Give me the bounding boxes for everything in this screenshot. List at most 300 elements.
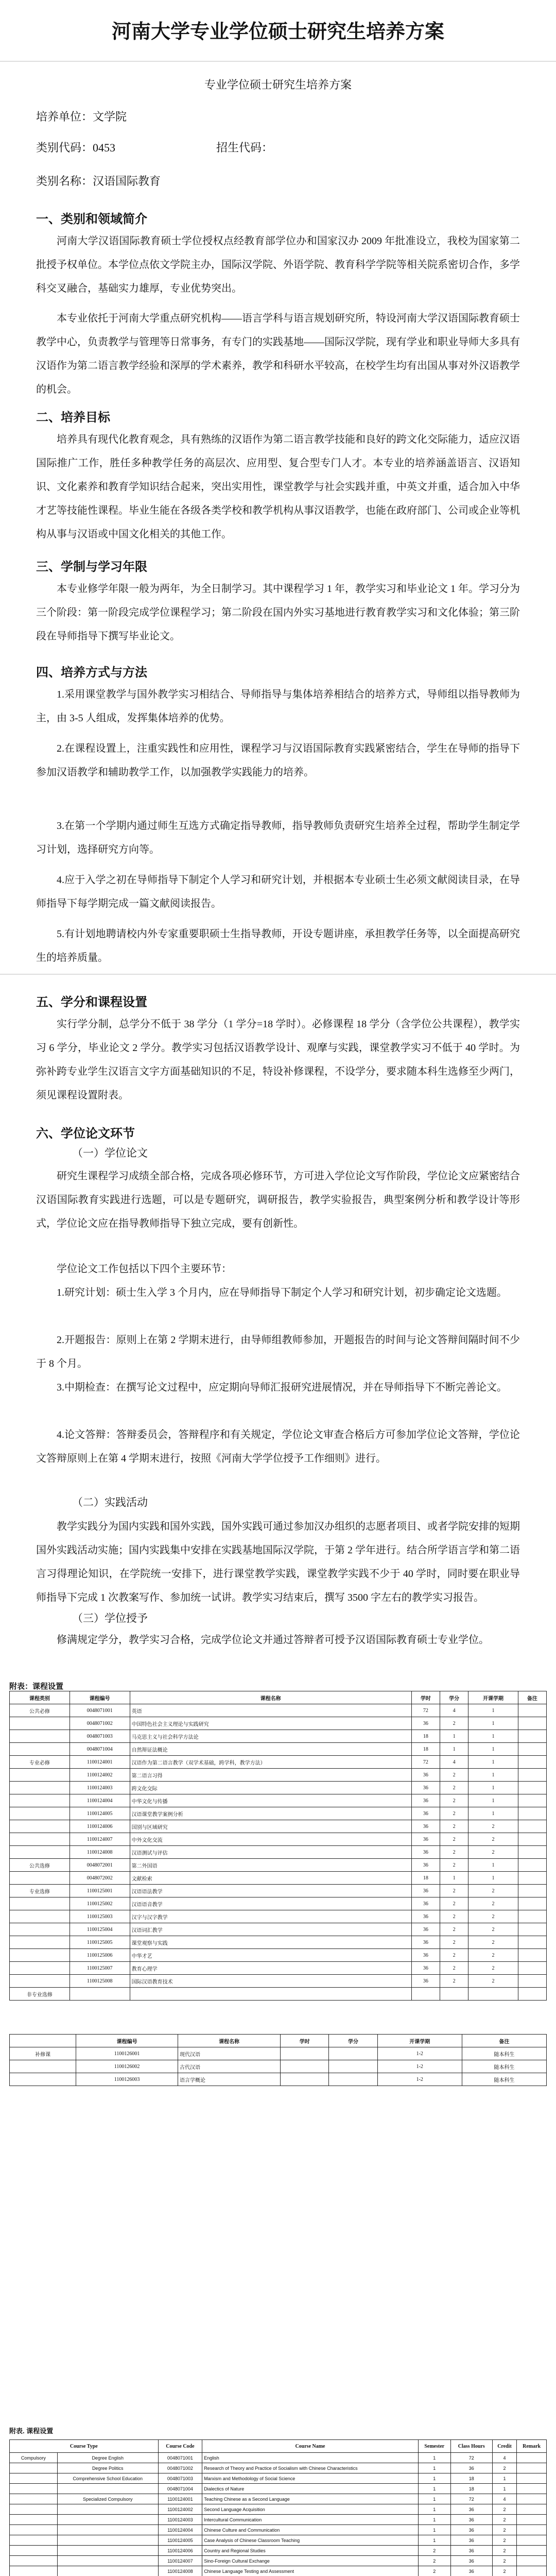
table-cell (517, 2535, 547, 2546)
table-cell: 36 (450, 2566, 492, 2576)
section-heading-1: 一、类别和领域简介 (36, 213, 147, 226)
table-cell: 公共必修 (10, 1704, 70, 1717)
table-cell (10, 1782, 70, 1794)
table-cell: 教育心理学 (130, 1962, 411, 1975)
table-cell: 1100125004 (70, 1923, 130, 1936)
paragraph: 4.应于入学之初在导师指导下制定个人学习和研究计划，并根据本专业硕士生必须文献阅读目录，在导师指导下每学期完成一篇文献阅读报告。 (36, 874, 520, 909)
table-cell (517, 2484, 547, 2494)
table-header-cell: 学分 (329, 2035, 377, 2047)
table-cell (10, 2535, 58, 2546)
category-name-row (36, 173, 161, 189)
table-cell (57, 2535, 158, 2546)
table-cell: 72 (411, 1704, 440, 1717)
table-cell (329, 2073, 377, 2086)
table-cell: 36 (411, 1885, 440, 1897)
table-cell: 2 (492, 2535, 517, 2546)
unit-label: 培养单位： (36, 110, 93, 123)
table-cell: 自然辩证法概论 (130, 1743, 411, 1756)
table-cell: 36 (411, 1820, 440, 1833)
table-cell: 4 (492, 2494, 517, 2504)
table-cell (10, 1833, 70, 1846)
table-cell (329, 2060, 377, 2073)
table-cell: 1 (468, 1730, 518, 1743)
table-header-cell: 开课学期 (468, 1691, 518, 1704)
table-cell (440, 1988, 468, 2001)
table-row (10, 1872, 547, 1885)
table-cell: 1 (468, 1704, 518, 1717)
table-cell: 汉语课堂教学案例分析 (130, 1807, 411, 1820)
paragraph: 5.有计划地聘请校内外专家重要职硕士生指导教师，开设专题讲座，承担教学任务等，以全面提高研究生的培养质量。 (36, 928, 520, 963)
table-row (10, 1910, 547, 1923)
table-cell: 1 (440, 1743, 468, 1756)
table-cell: 2 (468, 1833, 518, 1846)
table-cell: 1100126002 (76, 2060, 178, 2073)
table-header-cell: Credit (492, 2440, 517, 2453)
table-cell: 36 (411, 1846, 440, 1859)
category-name-label: 类别名称： (36, 175, 93, 188)
table-cell: 2 (468, 1975, 518, 1988)
table-cell: 18 (450, 2473, 492, 2484)
table-cell (518, 1730, 546, 1743)
table-cell (57, 2484, 158, 2494)
table-cell: 2 (440, 1949, 468, 1962)
table-cell (57, 2566, 158, 2576)
table-cell: Chinese Culture and Communication (202, 2525, 419, 2535)
table-cell: Comprehensive School Education (57, 2473, 158, 2484)
table-cell: 中华才艺 (130, 1949, 411, 1962)
table-cell (518, 1756, 546, 1769)
table-cell: 2 (440, 1897, 468, 1910)
table-header-cell: Course Name (202, 2440, 419, 2453)
table-header-cell: Course Code (158, 2440, 202, 2453)
table-header-cell: 课程名称 (130, 1691, 411, 1704)
table-cell: 0048071001 (158, 2453, 202, 2463)
table-row (10, 1756, 547, 1769)
table-row (10, 2073, 547, 2086)
table-cell: 1 (468, 1872, 518, 1885)
table-cell: 2 (440, 1859, 468, 1872)
table-cell (10, 2515, 58, 2525)
paragraph: 1.研究计划：硕士生入学 3 个月内，应在导师指导下制定个人学习和研究计划，初步确定论文选题。 (57, 1287, 507, 1298)
table-cell (518, 1743, 546, 1756)
table-cell: 汉语测试与评估 (130, 1846, 411, 1859)
table-cell: 36 (411, 1769, 440, 1782)
table-cell (518, 1794, 546, 1807)
table-cell: 1 (468, 1859, 518, 1872)
table-cell: 随本科生 (462, 2047, 546, 2060)
table-cell: 1100124002 (158, 2504, 202, 2515)
table-cell: 36 (450, 2504, 492, 2515)
table-cell: 2 (440, 1833, 468, 1846)
table-cell (57, 2546, 158, 2556)
table-cell: 36 (411, 1897, 440, 1910)
table-cell (70, 1988, 130, 2001)
table-cell: 2 (440, 1820, 468, 1833)
subsection-heading: （一）学位论文 (72, 1147, 148, 1159)
table-row (10, 2453, 547, 2463)
table-cell (10, 1897, 70, 1910)
table-cell: 1100124003 (158, 2515, 202, 2525)
table-row (10, 2566, 547, 2576)
section-heading-4: 四、培养方式与方法 (36, 666, 147, 680)
table-cell: 1 (418, 2473, 450, 2484)
table-cell: 0048072001 (70, 1859, 130, 1872)
table-cell (517, 2504, 547, 2515)
table-cell: 第二外国语 (130, 1859, 411, 1872)
table-cell: 2 (468, 1936, 518, 1949)
table-cell: 0048071003 (70, 1730, 130, 1743)
table-row (10, 2060, 547, 2073)
table-cell: 0048071004 (158, 2484, 202, 2494)
table-cell (281, 2047, 329, 2060)
table-cell: 2 (468, 1910, 518, 1923)
table-row (10, 2473, 547, 2484)
table-cell: 1100124008 (158, 2566, 202, 2576)
table-cell (281, 2073, 329, 2086)
table-cell: 课堂观察与实践 (130, 1936, 411, 1949)
table-cell (10, 2556, 58, 2566)
table-cell (517, 2566, 547, 2576)
table-cell (517, 2494, 547, 2504)
table-row (10, 1769, 547, 1782)
table-row (10, 1936, 547, 1949)
table-cell: 2 (468, 1885, 518, 1897)
table-cell (518, 1859, 546, 1872)
table-cell: 2 (492, 2556, 517, 2566)
table-cell: 0048071002 (158, 2463, 202, 2473)
table-cell: 1100125006 (70, 1949, 130, 1962)
table-row (10, 2525, 547, 2535)
table-cell (10, 1820, 70, 1833)
table-header-cell: Course Type (10, 2440, 159, 2453)
table-cell: 1100124004 (70, 1794, 130, 1807)
table-cell (518, 1975, 546, 1988)
table-cell: 0048071002 (70, 1717, 130, 1730)
table-cell: Chinese Language Testing and Assessment (202, 2566, 419, 2576)
table-cell (518, 1923, 546, 1936)
table-cell: Second Language Acquisition (202, 2504, 419, 2515)
table-cell: 1 (468, 1769, 518, 1782)
category-name-value: 汉语国际教育 (93, 175, 161, 188)
table-row (10, 1923, 547, 1936)
table-cell: Dialectics of Nature (202, 2484, 419, 2494)
table-cell: 现代汉语 (178, 2047, 281, 2060)
paragraph: 4.论文答辩：答辩委员会，答辩程序和有关规定，学位论文审查合格后方可参加学位论文答辩，学位论文答辩原则上在第 4 学期末进行，按照《河南大学学位授予工作细则》进行。 (36, 1429, 520, 1464)
table-cell: 汉语作为第二语言教学（双学术基础，跨学科，教学方法） (130, 1756, 411, 1769)
table-cell (10, 2484, 58, 2494)
table-cell: 0048071003 (158, 2473, 202, 2484)
table-cell: 2 (440, 1936, 468, 1949)
table-cell (518, 1820, 546, 1833)
table1-title: 附表：课程设置 (9, 1683, 64, 1691)
title-divider (0, 61, 556, 62)
table-cell (57, 2556, 158, 2566)
table-row (10, 1704, 547, 1717)
table-cell: 2 (440, 1717, 468, 1730)
table-cell (10, 1846, 70, 1859)
section-heading-3: 三、学制与学习年限 (36, 561, 147, 574)
table-cell: 公共选修 (10, 1859, 70, 1872)
table-cell: Country and Regional Studies (202, 2546, 419, 2556)
table-row (10, 1859, 547, 1872)
table-row (10, 1949, 547, 1962)
table-cell (10, 1872, 70, 1885)
table-row (10, 1807, 547, 1820)
table-row (10, 1820, 547, 1833)
table-cell: Compulsory (10, 2453, 58, 2463)
table-header-cell: 学时 (411, 1691, 440, 1704)
table-cell: 1 (468, 1756, 518, 1769)
table-cell: 国际汉语教育技术 (130, 1975, 411, 1988)
table-cell: 36 (411, 1936, 440, 1949)
paragraph: 3.中期检查：在撰写论文过程中，应定期向导师汇报研究进展情况，并在导师指导下不断完善论文。 (57, 1382, 507, 1393)
table-cell: 36 (411, 1807, 440, 1820)
table-cell: 36 (411, 1794, 440, 1807)
table-cell (10, 2060, 76, 2073)
table-cell: 非专业选修 (10, 1988, 70, 2001)
table-cell: 语言学概论 (178, 2073, 281, 2086)
table-cell: 1 (418, 2453, 450, 2463)
paragraph: 学位论文工作包括以下四个主要环节： (57, 1263, 232, 1275)
table-cell: 2 (468, 1820, 518, 1833)
table-row (10, 1717, 547, 1730)
table-header-cell: 学时 (281, 2035, 329, 2047)
table-cell: 72 (411, 1756, 440, 1769)
table-cell: 随本科生 (462, 2060, 546, 2073)
table-cell: 18 (450, 2484, 492, 2494)
table-cell (517, 2463, 547, 2473)
unit-value: 文学院 (93, 110, 127, 123)
table-cell: 4 (440, 1704, 468, 1717)
table-row (10, 2047, 547, 2060)
table-cell: 第二语言习得 (130, 1769, 411, 1782)
table-cell: 汉语语音教学 (130, 1897, 411, 1910)
table-cell (10, 1717, 70, 1730)
table-cell (10, 2073, 76, 2086)
table-cell (10, 1975, 70, 1988)
table-cell: 2 (492, 2525, 517, 2535)
table-cell: Sino-Foreign Cultural Exchange (202, 2556, 419, 2566)
table-cell: 1100125002 (70, 1897, 130, 1910)
table-cell: 36 (411, 1949, 440, 1962)
table-row (10, 2515, 547, 2525)
table-cell: 1 (468, 1807, 518, 1820)
subsection-heading: （三）学位授予 (72, 1612, 148, 1624)
table-cell: 中华文化与传播 (130, 1794, 411, 1807)
table-cell: 1100124002 (70, 1769, 130, 1782)
table-cell: Research of Theory and Practice of Socialism with Chinese Characteristics (202, 2463, 419, 2473)
table-header-cell: 课程类别 (10, 1691, 70, 1704)
paragraph: 修满规定学分，教学实习合格，完成学位论文并通过答辩者可授予汉语国际教育硕士专业学位。 (57, 1634, 489, 1646)
table-cell (518, 1897, 546, 1910)
table-cell (517, 2546, 547, 2556)
table-cell: Degree Politics (57, 2463, 158, 2473)
paragraph: 1.采用课堂教学与国外教学实习相结合、导师指导与集体培养相结合的培养方式，导师组以指导教师为主，由 3-5 人组成，发挥集体培养的优势。 (36, 689, 520, 724)
table-cell: 72 (450, 2494, 492, 2504)
table-cell: Intercultural Communication (202, 2515, 419, 2525)
table-cell: 1100124006 (70, 1820, 130, 1833)
table-cell: 36 (450, 2535, 492, 2546)
table-cell: 专业选修 (10, 1885, 70, 1897)
table-cell (517, 2525, 547, 2535)
table-cell: 1 (418, 2525, 450, 2535)
table-cell: 1100125001 (70, 1885, 130, 1897)
table-cell: 1 (418, 2494, 450, 2504)
table-cell: 2 (492, 2566, 517, 2576)
paragraph: 2.在课程设置上，注重实践性和应用性，课程学习与汉语国际教育实践紧密结合，学生在导师的指导下参加汉语教学和辅助教学工作，以加强教学实践能力的培养。 (36, 743, 520, 778)
paragraph: 研究生课程学习成绩全部合格，完成各项必修环节，方可进入学位论文写作阶段，学位论文应紧密结合汉语国际教育实践进行选题，可以是专题研究，调研报告，教学实验报告，典型案例分析和教学设计等形式，学位论文应在指导教师指导下独立完成，要有创新性。 (36, 1171, 520, 1229)
table-cell: 1 (418, 2535, 450, 2546)
table-cell: 2 (440, 1782, 468, 1794)
table-cell (57, 2504, 158, 2515)
table-cell (57, 2515, 158, 2525)
table-cell: 18 (411, 1743, 440, 1756)
table-cell: 4 (440, 1756, 468, 1769)
table-cell: 18 (411, 1730, 440, 1743)
table-cell: 36 (450, 2546, 492, 2556)
table-cell: 1100125008 (70, 1975, 130, 1988)
table-cell (10, 1910, 70, 1923)
table-body (10, 1704, 547, 2001)
table-row (10, 2535, 547, 2546)
table-row (10, 2494, 547, 2504)
table-cell: 1100124005 (158, 2535, 202, 2546)
table-cell: 36 (411, 1782, 440, 1794)
page-divider (0, 974, 556, 975)
table-cell: 36 (450, 2463, 492, 2473)
table-cell: 1100124006 (158, 2546, 202, 2556)
table-cell: 1-2 (377, 2060, 462, 2073)
table-cell: 2 (468, 1923, 518, 1936)
table-cell (518, 1936, 546, 1949)
table-cell (329, 2047, 377, 2060)
table-header-cell: Semester (418, 2440, 450, 2453)
table-cell: 1 (468, 1782, 518, 1794)
table-cell: 2 (492, 2515, 517, 2525)
table-cell (10, 1923, 70, 1936)
table-cell (10, 2546, 58, 2556)
table-cell: 1100124003 (70, 1782, 130, 1794)
table-cell (517, 2453, 547, 2463)
table-cell: 1 (440, 1872, 468, 1885)
table-row (10, 1730, 547, 1743)
table-cell: 中外文化交流 (130, 1833, 411, 1846)
table-cell (10, 2494, 58, 2504)
table-cell: 英语 (130, 1704, 411, 1717)
table-cell: 36 (411, 1717, 440, 1730)
table-row (10, 2556, 547, 2566)
table-cell (468, 1988, 518, 2001)
table-cell: 36 (450, 2515, 492, 2525)
paragraph: 本专业依托于河南大学重点研究机构——语言学科与语言规划研究所，特设河南大学汉语国际教育硕士教学中心，负责教学与管理等日常事务，有专门的实践基地——国际汉学院，现有学业和职业导师大多具有汉语作为第二语言教学经验和深厚的学术素养，教学和科研水平较高，在校学生均有出国从事对外汉语教学的机会。 (36, 313, 520, 395)
table-cell (10, 1936, 70, 1949)
table-cell: 2 (440, 1846, 468, 1859)
table-row (10, 1743, 547, 1756)
table-cell (518, 1704, 546, 1717)
table-cell: 1 (440, 1730, 468, 1743)
table-cell: 4 (492, 2453, 517, 2463)
table-row (10, 1846, 547, 1859)
table-cell (518, 1807, 546, 1820)
table-cell: 1 (418, 2515, 450, 2525)
table-header-cell: 课程编号 (70, 1691, 130, 1704)
table-cell: 1 (492, 2473, 517, 2484)
table-cell (518, 1988, 546, 2001)
paragraph: 实行学分制，总学分不低于 38 学分（1 学分=18 学时）。必修课程 18 学分（含学位公共课程），教学实习 6 学分，毕业论文 2 学分。教学实习包括汉语教学设计、观摩与实践，课堂教学实习不低于 40 学时。为弥补跨专业学生汉语言文字方面基础知识的不足，特设补修课程，不设学分，要求随本科生选修至少两门，须见课程设置附表。 (36, 1019, 520, 1101)
category-code-row (36, 139, 115, 155)
table-cell (10, 2504, 58, 2515)
table-cell: 1 (468, 1743, 518, 1756)
subsection-heading: （二）实践活动 (72, 1496, 148, 1509)
table-cell: 36 (411, 1923, 440, 1936)
table-cell: 1100124005 (70, 1807, 130, 1820)
table-cell: 0048071001 (70, 1704, 130, 1717)
table-cell: 1-2 (377, 2047, 462, 2060)
table-cell (517, 2515, 547, 2525)
table-cell (518, 1769, 546, 1782)
table-cell (10, 1794, 70, 1807)
table-cell (10, 2473, 58, 2484)
table-header-cell: 学分 (440, 1691, 468, 1704)
table-cell: 2 (418, 2566, 450, 2576)
table-cell: 72 (450, 2453, 492, 2463)
table-body (10, 2047, 547, 2086)
table-header-cell (10, 2035, 76, 2047)
table-cell (130, 1988, 411, 2001)
table-cell: English (202, 2453, 419, 2463)
table-cell: 1 (418, 2463, 450, 2473)
table-header-cell: 开课学期 (377, 2035, 462, 2047)
table-body (10, 2453, 547, 2576)
table-cell: 2 (468, 1962, 518, 1975)
table-row (10, 2504, 547, 2515)
table-cell: 1100125005 (70, 1936, 130, 1949)
paragraph: 3.在第一个学期内通过师生互选方式确定指导教师，指导教师负责研究生培养全过程，帮助学生制定学习计划，选择研究方向等。 (36, 820, 520, 855)
table-cell: Degree English (57, 2453, 158, 2463)
table-cell: Case Analysis of Chinese Classroom Teaching (202, 2535, 419, 2546)
table-row (10, 1962, 547, 1975)
table-header-cell: 课程编号 (76, 2035, 178, 2047)
table-cell: 1 (418, 2504, 450, 2515)
table-cell (518, 1846, 546, 1859)
table-cell: 36 (411, 1910, 440, 1923)
main-title: 河南大学专业学位硕士研究生培养方案 (111, 21, 444, 43)
table-cell: 1100124007 (70, 1833, 130, 1846)
table-cell: 古代汉语 (178, 2060, 281, 2073)
table-cell: Marxism and Methodology of Social Science (202, 2473, 419, 2484)
table-header-cell: 备注 (462, 2035, 546, 2047)
table-cell (281, 2060, 329, 2073)
table-cell: 1 (468, 1717, 518, 1730)
table-row (10, 1833, 547, 1846)
table-row (10, 1975, 547, 1988)
table-cell: 2 (440, 1910, 468, 1923)
section-heading-2: 二、培养目标 (36, 411, 110, 425)
table-cell: 0048071004 (70, 1743, 130, 1756)
table-header-row (10, 2440, 547, 2453)
table-cell: 36 (411, 1975, 440, 1988)
table-cell: 2 (468, 1949, 518, 1962)
table-cell (411, 1988, 440, 2001)
table-cell: 1100124001 (70, 1756, 130, 1769)
table-cell: Specialized Compulsory (57, 2494, 158, 2504)
table-header-cell: Remark (517, 2440, 547, 2453)
table-cell: 1-2 (377, 2073, 462, 2086)
table-cell: 汉字与汉字教学 (130, 1910, 411, 1923)
paragraph: 教学实践分为国内实践和国外实践，国外实践可通过参加汉办组织的志愿者项目、或者学院安排的短期国外实践活动实施；国内实践集中安排在实践基地国际汉学院，于第 2 学年进行。结合所学语言学和第二语言习得理论知识，在学院统一安排下，进行课堂教学实践，课堂教学实践不少于 40 学时，同时要在职业导师指导下完成 1 次教案写作、参加统一试讲。教学实习结束后，撰写 3500 字左右的教学实习报告。 (36, 1521, 520, 1603)
table-cell: 1 (418, 2484, 450, 2494)
table-cell (10, 2463, 58, 2473)
